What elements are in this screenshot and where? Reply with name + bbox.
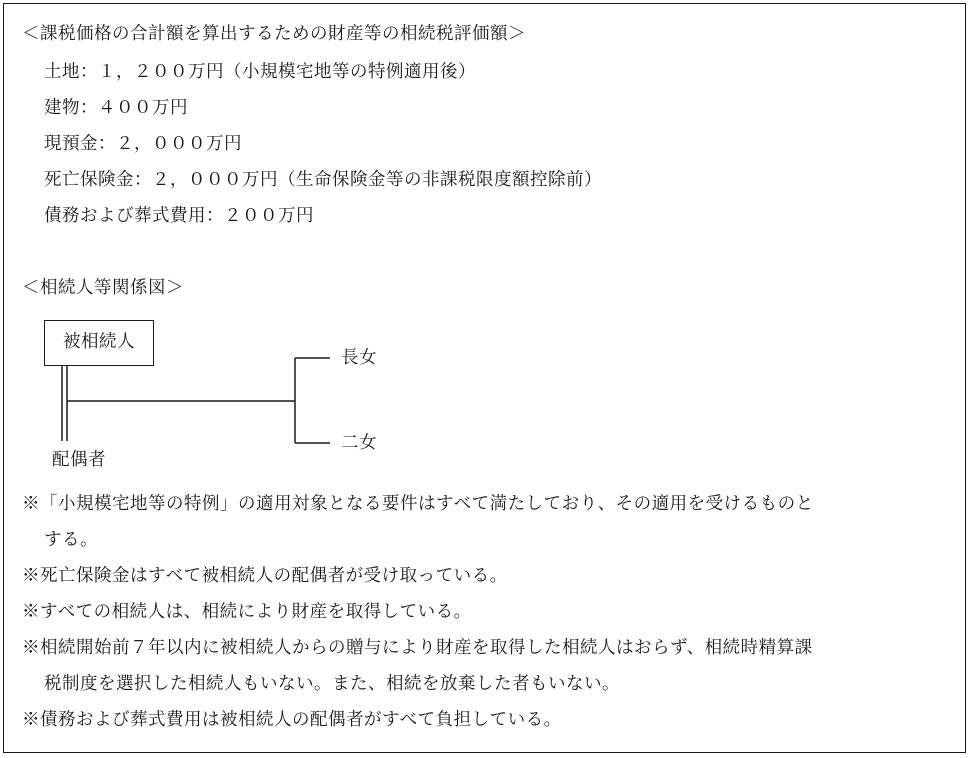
note-4-line-2: 税制度を選択した相続人もいない。また、相続を放棄した者もいない。 (44, 674, 620, 694)
second-daughter-label: 二女 (341, 433, 377, 453)
assets-heading: ＜課税価格の合計額を算出するための財産等の相続税評価額＞ (22, 24, 526, 44)
asset-item-land: 土地：１，２００万円（小規模宅地等の特例適用後） (44, 62, 476, 82)
relation-heading: ＜相続人等関係図＞ (22, 278, 184, 298)
asset-item-cash: 現預金：２，０００万円 (44, 134, 242, 154)
eldest-daughter-label: 長女 (341, 348, 377, 368)
note-5: ※債務および葬式費用は被相続人の配偶者がすべて負担している。 (22, 710, 562, 730)
asset-item-insurance: 死亡保険金：２，０００万円（生命保険金等の非課税限度額控除前） (44, 170, 602, 190)
asset-item-building: 建物：４００万円 (44, 98, 188, 118)
note-1-line-1: ※「小規模宅地等の特例」の適用対象となる要件はすべて満たしており、その適用を受けるものと (22, 494, 814, 514)
note-1-line-2: する。 (44, 530, 98, 550)
decedent-box: 被相続人 (44, 320, 154, 366)
note-3: ※すべての相続人は、相続により財産を取得している。 (22, 602, 472, 622)
note-4-line-1: ※相続開始前７年以内に被相続人からの贈与により財産を取得した相続人はおらず、相続時精算課 (22, 638, 813, 658)
note-2: ※死亡保険金はすべて被相続人の配偶者が受け取っている。 (22, 566, 508, 586)
spouse-label: 配偶者 (52, 450, 106, 470)
asset-item-debts: 債務および葬式費用：２００万円 (44, 206, 314, 226)
